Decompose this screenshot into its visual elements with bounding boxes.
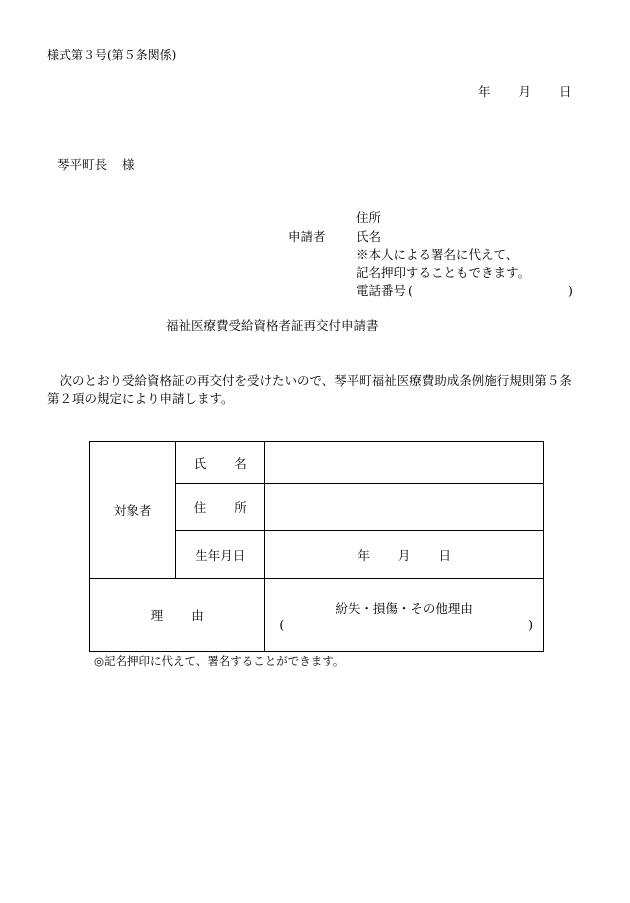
- phone-paren-open: (: [408, 283, 413, 298]
- date-month-label: 月: [518, 84, 532, 99]
- birth-value-cell[interactable]: [265, 531, 544, 579]
- reason-label-first: 理: [150, 608, 164, 623]
- applicant-signature-note-line1: ※本人による署名に代えて、: [356, 247, 519, 262]
- subject-label: 対象者: [113, 503, 152, 518]
- address-label-first: 住: [193, 500, 207, 515]
- footnote: ◎記名押印に代えて、署名することができます。: [94, 654, 345, 668]
- applicant-address-label: 住所: [356, 210, 382, 225]
- birth-label: 生年月日: [195, 547, 246, 563]
- applicant-signature-note-line2: 記名押印することもできます。: [356, 265, 531, 280]
- document-title: 福祉医療費受給資格者証再交付申請書: [166, 318, 379, 333]
- application-table: [89, 441, 544, 652]
- birth-month-label: 月: [397, 547, 411, 563]
- address-label-second: 所: [234, 500, 247, 515]
- reason-paren-open: (: [279, 617, 285, 632]
- reason-options: 紛失・損傷・その他理由: [335, 601, 473, 616]
- reason-label-cell: [90, 579, 265, 652]
- reason-label-second: 由: [191, 608, 204, 623]
- date-year-label: 年: [478, 84, 491, 99]
- applicant-phone-label: 電話番号: [356, 283, 407, 298]
- reason-paren-close: ): [528, 617, 533, 632]
- birth-year-label: 年: [357, 547, 370, 563]
- addressee: [57, 157, 135, 173]
- form-number: 様式第３号(第５条関係): [47, 48, 177, 62]
- name-label-cell: [176, 442, 265, 484]
- address-label-cell: [176, 484, 265, 531]
- date-day-label: 日: [559, 84, 572, 99]
- subject-label-cell: [90, 442, 176, 579]
- birth-label-cell: [176, 531, 265, 579]
- reason-value-cell[interactable]: [265, 579, 544, 652]
- applicant-label: 申請者: [288, 229, 326, 244]
- name-value-cell[interactable]: [265, 442, 544, 484]
- address-value-cell[interactable]: [265, 484, 544, 531]
- submission-date: [478, 84, 572, 100]
- phone-paren-close: ): [568, 283, 573, 298]
- addressee-honorific: 様: [122, 157, 135, 172]
- name-label-second: 名: [234, 455, 247, 471]
- applicant-phone: [356, 283, 573, 299]
- addressee-name: 琴平町長: [57, 157, 108, 172]
- body-text: 次のとおり受給資格証の再交付を受けたいので、琴平町福祉医療費助成条例施行規則第５条第２項の規定により申請します。: [47, 373, 572, 406]
- name-label-first: 氏: [193, 455, 207, 471]
- applicant-name-label: 氏名: [356, 229, 382, 244]
- birth-day-label: 日: [438, 547, 451, 563]
